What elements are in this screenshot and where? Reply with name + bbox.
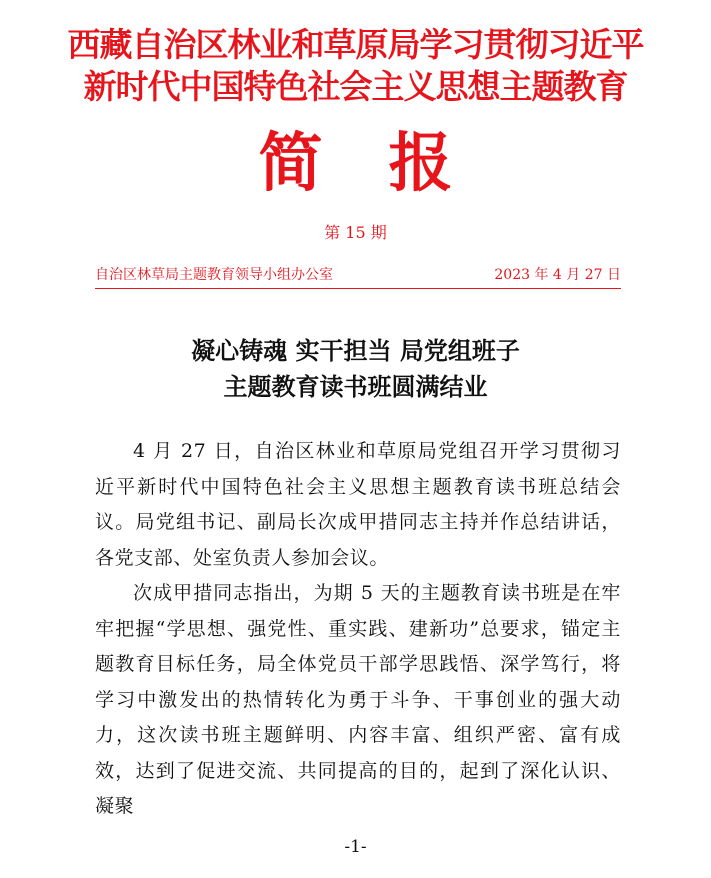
masthead-char-2: 报 bbox=[388, 126, 453, 201]
article-paragraph-1: 4 月 27 日，自治区林业和草原局党组召开学习贯彻习近平新时代中国特色社会主义思想主题教育读书班总结会议。局党组书记、副局长次成甲措同志主持并作总结讲话，各党支部、处室负责人参加会议。 bbox=[95, 440, 621, 569]
bulletin-header-title-line1: 西藏自治区林业和草原局学习贯彻习近平 bbox=[67, 25, 644, 64]
bulletin-header-title-line2: 新时代中国特色社会主义思想主题教育 bbox=[83, 67, 628, 106]
bulletin-masthead bbox=[0, 128, 711, 200]
header-divider bbox=[95, 288, 621, 289]
issuing-organization: 自治区林草局主题教育领导小组办公室 bbox=[95, 267, 333, 283]
article-paragraph-2: 次成甲措同志指出，为期 5 天的主题教育读书班是在牢牢把握“学思想、强党性、重实践、建新功”总要求，锚定主题教育目标任务，局全体党员干部学思践悟、深学笃行，将学习中激发出的热情转化为勇于斗争、干事创业的强大动力，这次读书班主题鲜明、内容丰富、组织严密、富有成效，达到了促进交流、共同提高的目的，起到了深化认识、凝聚 bbox=[95, 582, 621, 817]
page-number: -1- bbox=[344, 837, 367, 857]
issue-number: 第 15 期 bbox=[324, 223, 387, 242]
meta-row bbox=[95, 264, 621, 286]
issue-date: 2023 年 4 月 27 日 bbox=[494, 267, 621, 283]
masthead-char-1: 简 bbox=[258, 126, 323, 201]
article-title-line1: 凝心铸魂 实干担当 局党组班子 bbox=[191, 336, 520, 365]
article-title-line2: 主题教育读书班圆满结业 bbox=[223, 372, 488, 401]
article-body bbox=[95, 434, 621, 825]
